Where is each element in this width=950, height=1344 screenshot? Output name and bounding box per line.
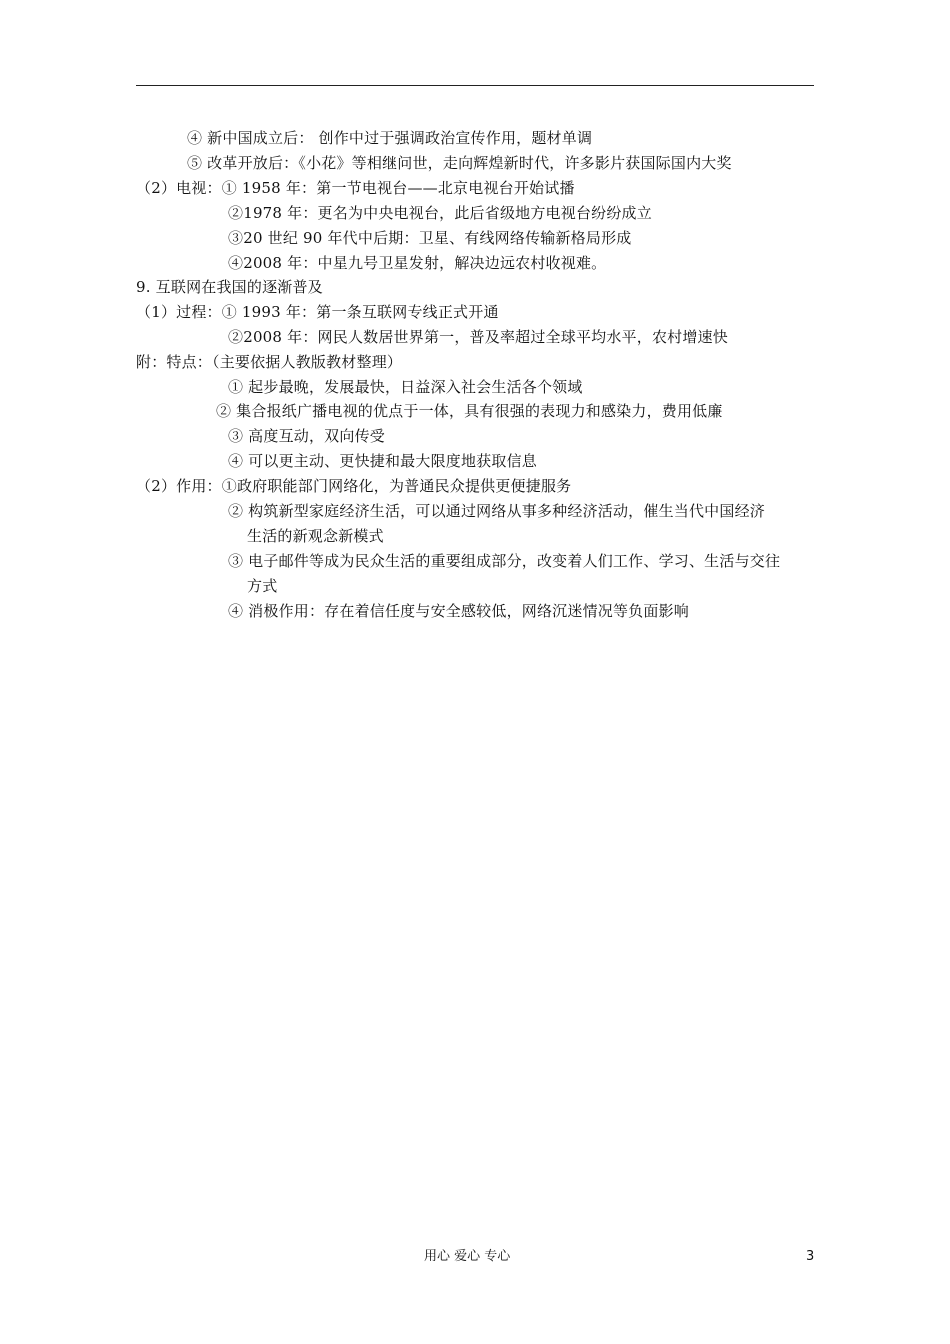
text-line: ⑤ 改革开放后：《小花》等相继问世，走向辉煌新时代，许多影片获国际国内大奖 [187, 154, 732, 172]
text-line: ③20 世纪 90 年代中后期：卫星、有线网络传输新格局形成 [228, 229, 632, 247]
text-line: （2）电视：① 1958 年：第一节电视台——北京电视台开始试播 [136, 179, 575, 197]
text-line: （1）过程：① 1993 年：第一条互联网专线正式开通 [136, 303, 499, 321]
text-line: ②1978 年：更名为中央电视台，此后省级地方电视台纷纷成立 [228, 204, 652, 222]
text-line: 方式 [247, 577, 278, 595]
text-line: ②2008 年：网民人数居世界第一，普及率超过全球平均水平，农村增速快 [228, 328, 728, 346]
text-line: ② 构筑新型家庭经济生活，可以通过网络从事多种经济活动，催生当代中国经济 [228, 502, 765, 520]
page-number: 3 [806, 1249, 815, 1264]
text-line: ④ 新中国成立后： 创作中过于强调政治宣传作用，题材单调 [187, 129, 593, 147]
section-heading: 9. 互联网在我国的逐渐普及 [136, 278, 323, 296]
footer-motto: 用心 爱心 专心 [424, 1249, 511, 1264]
text-line: ④2008 年：中星九号卫星发射，解决边远农村收视难。 [228, 254, 607, 272]
text-line: ④ 可以更主动、更快捷和最大限度地获取信息 [228, 452, 537, 470]
text-line: ③ 电子邮件等成为民众生活的重要组成部分，改变着人们工作、学习、生活与交往 [228, 552, 781, 570]
text-line: 生活的新观念新模式 [247, 527, 384, 545]
text-line: ③ 高度互动，双向传受 [228, 427, 385, 445]
text-line: ④ 消极作用：存在着信任度与安全感较低，网络沉迷情况等负面影响 [228, 602, 689, 620]
text-line: 附：特点：（主要依据人教版教材整理） [136, 353, 403, 371]
header-rule [136, 85, 814, 86]
text-line: ② 集合报纸广播电视的优点于一体，具有很强的表现力和感染力，费用低廉 [216, 402, 723, 420]
text-line: ① 起步最晚，发展最快，日益深入社会生活各个领域 [228, 378, 583, 396]
text-line: （2）作用：①政府职能部门网络化，为普通民众提供更便捷服务 [136, 477, 572, 495]
